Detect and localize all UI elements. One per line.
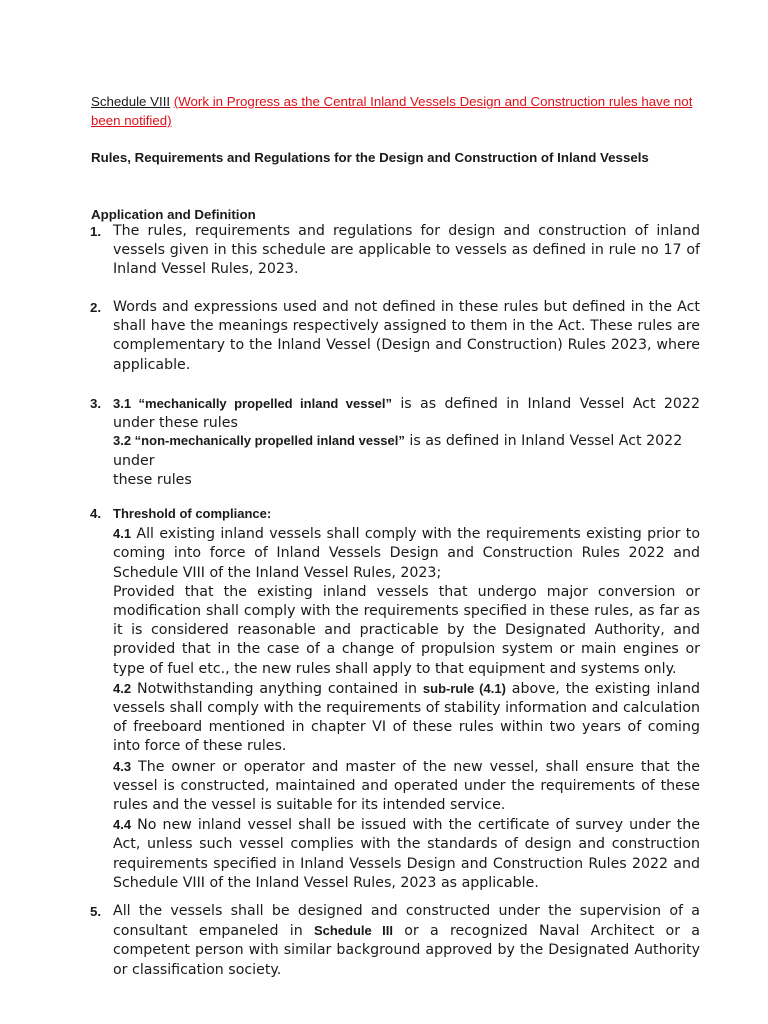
subrule-number: 4.3 xyxy=(113,758,132,774)
item-number: 4. xyxy=(90,506,102,521)
definition-2 xyxy=(113,431,723,470)
subrule-number: 4.2 xyxy=(113,680,132,696)
list-item-5 xyxy=(0,902,768,980)
subrule-4-3 xyxy=(113,757,700,816)
definition-term: 3.2 “non-mechanically propelled inland vessel” xyxy=(113,433,405,449)
item-text: Words and expressions used and not defined in these rules but defined in the Act shall have the meanings respectively assigned to them in the Act. These rules are complementary to the Inland Vessel (Design and Construction) Rules 2023, where applicable. xyxy=(113,299,700,373)
subrule-number: 4.1 xyxy=(113,526,132,542)
definition-text: is as defined in Inland Vessel Act 2022 under these rules xyxy=(113,396,700,432)
definition-1 xyxy=(113,394,700,433)
subrule-4-4 xyxy=(113,815,700,893)
subrule-4-2 xyxy=(113,679,700,757)
subsection-heading: Threshold of compliance: xyxy=(113,506,272,521)
item-number: 5. xyxy=(90,904,102,919)
item-text-part: or a recognized Naval Architect or a competent person with similar background approved by the Designated Authority or classification society. xyxy=(113,923,700,978)
subrule-number: 4.4 xyxy=(113,817,132,833)
subrule-reference: sub-rule (4.1) xyxy=(422,680,506,696)
subrule-text: Notwithstanding anything contained in xyxy=(131,680,423,697)
threshold-heading xyxy=(113,504,700,524)
list-item-3 xyxy=(0,394,768,490)
item-text-part: All the vessels shall be designed and constructed under the supervision of a consultant empaneled in xyxy=(113,903,700,940)
subrule-text: All existing inland vessels shall comply with the requirements existing prior to coming into force of Inland Vessels Design and Construction Rules 2022 and Schedule VIII of the Inland Vessel Rules, 2023; xyxy=(113,526,700,581)
document-title: Rules, Requirements and Regulations for the Design and Construction of Inland Vessels xyxy=(91,150,649,165)
item-text xyxy=(113,902,700,980)
schedule-label: Schedule VIII xyxy=(91,94,171,109)
subrule-text: No new inland vessel shall be issued with the certificate of survey under the Act, unless such vessel complies with the standards of design and construction requirements specified in Inland Vessels Design and Construction Rules 2022 and Schedule VIII of the Inland Vessel Rules, 2023 as applicable. xyxy=(113,817,700,891)
list-item-2 xyxy=(0,298,768,375)
section-heading: Application and Definition xyxy=(91,207,256,222)
definition-text: is as defined in Inland Vessel Act 2022 under xyxy=(113,433,683,469)
schedule-reference: Schedule III xyxy=(313,923,393,939)
item-text: The rules, requirements and regulations for design and construction of inland vessels given in this schedule are applicable to vessels as defined in rule no 17 of Inland Vessel Rules, 2023. xyxy=(113,223,700,278)
schedule-header xyxy=(91,92,703,130)
schedule-note: (Work in Progress as the Central Inland Vessels Design and Construction rules have not been notified) xyxy=(91,94,693,128)
definition-2-tail: these rules xyxy=(113,471,192,488)
subrule-text: above, the existing inland vessels shall comply with the requirements of stability information and calculation of freeboard mentioned in chapter VI of these rules within two years of coming into force of these rules. xyxy=(113,680,701,755)
subrule-4-1-proviso: Provided that the existing inland vessels that undergo major conversion or modification shall comply with the requirements specified in these rules, as far as it is considered reasonable and practicable by the Designated Authority, and provided that in the case of a change of propulsion system or main engines or type of fuel etc., the new rules shall apply to that equipment and systems only. xyxy=(113,583,700,677)
item-number: 3. xyxy=(90,396,102,411)
item-number: 2. xyxy=(90,300,102,315)
subrule-text: The owner or operator and master of the new vessel, shall ensure that the vessel is constructed, maintained and operated under the requirements of these rules and the vessel is suitable for its intended service. xyxy=(113,758,700,814)
list-item-4 xyxy=(0,504,768,893)
subrule-4-1 xyxy=(113,524,700,583)
item-number: 1. xyxy=(90,224,102,239)
definition-term: 3.1 “mechanically propelled inland vessel” xyxy=(113,396,393,411)
list-item-1 xyxy=(0,222,768,280)
